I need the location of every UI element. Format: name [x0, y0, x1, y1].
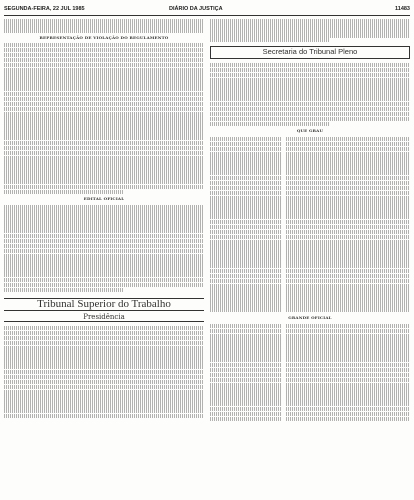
- list-title-grade: QUE GRAU: [296, 127, 324, 133]
- page-header: [4, 6, 410, 16]
- tst-title: Tribunal Superior do Trabalho: [4, 298, 204, 310]
- presidencia-subtitle: Presidência: [4, 313, 204, 322]
- roster-table-2: [210, 323, 410, 421]
- header-page-number: 11483: [395, 6, 410, 12]
- list-title-grande-oficial: GRANDE OFICIAL: [288, 314, 332, 320]
- right-column: [210, 18, 410, 422]
- section-title-edital: EDITAL OFICIAL: [83, 196, 125, 202]
- secretaria-box-title: Secretaria do Tribunal Pleno: [210, 46, 410, 58]
- section-title-violation: REPRESENTAÇÃO DE VIOLAÇÃO DO REGULAMENTO: [39, 34, 169, 40]
- left-column: [4, 18, 204, 419]
- header-date: SEGUNDA-FEIRA, 22 JUL 1985: [4, 6, 85, 12]
- roster-table-1: [210, 136, 410, 313]
- header-publication: DIÁRIO DA JUSTIÇA: [169, 6, 223, 12]
